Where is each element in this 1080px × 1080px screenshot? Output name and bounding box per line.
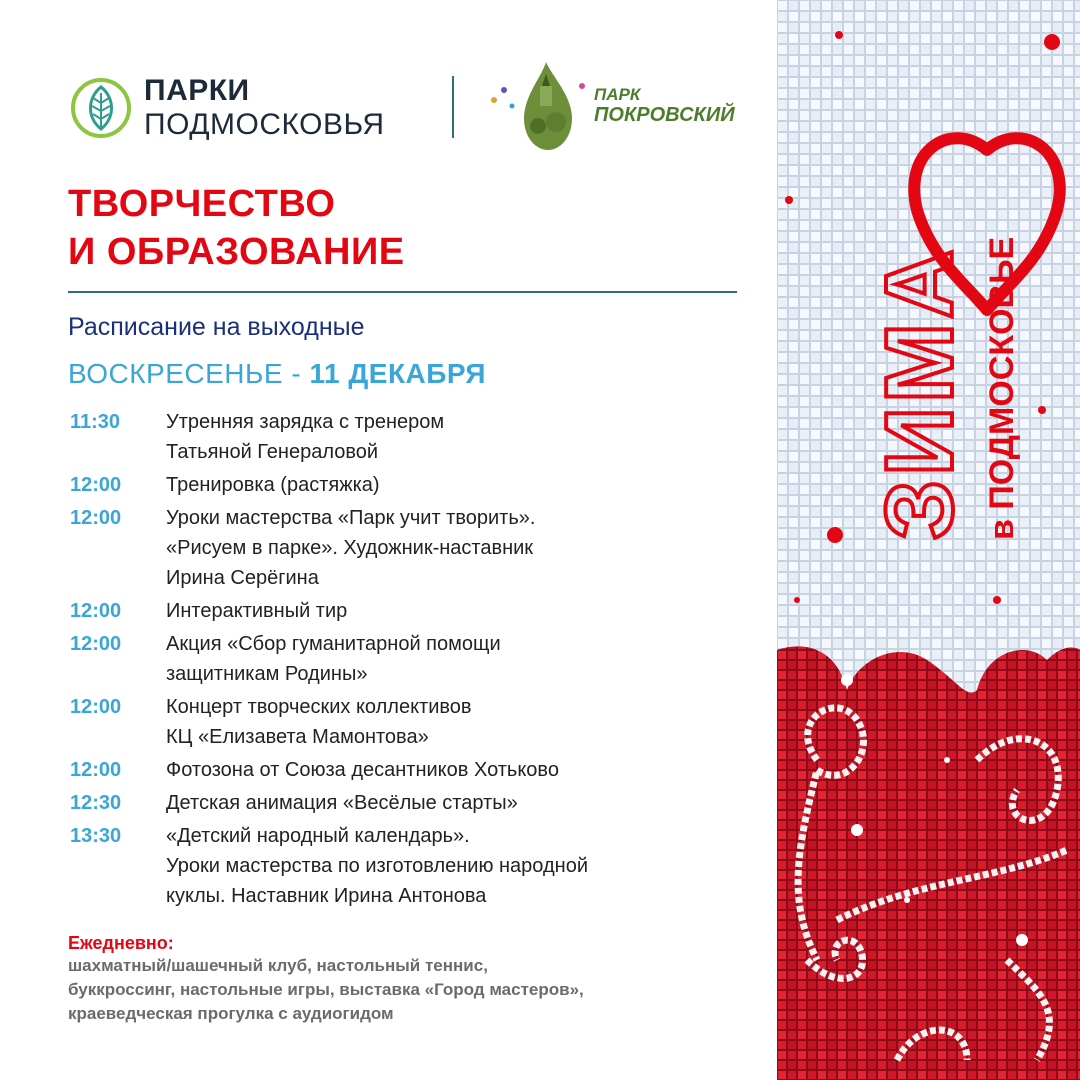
logo-pokrovsky-line2: ПОКРОВСКИЙ bbox=[594, 104, 735, 126]
title-line2: И ОБРАЗОВАНИЕ bbox=[68, 231, 405, 273]
schedule-description-line: «Рисуем в парке». Художник-наставник bbox=[166, 537, 534, 559]
schedule-item bbox=[70, 755, 750, 785]
daily-line: буккроссинг, настольные игры, выставка «Город мастеров», bbox=[68, 980, 584, 999]
schedule-description-line: Акция «Сбор гуманитарной помощи bbox=[166, 633, 501, 655]
schedule-item bbox=[70, 821, 750, 911]
daily-title: Ежедневно: bbox=[68, 933, 174, 953]
logo-parks-line2: ПОДМОСКОВЬЯ bbox=[144, 108, 385, 141]
schedule-item bbox=[70, 596, 750, 626]
page-title bbox=[68, 180, 405, 276]
schedule-item bbox=[70, 407, 750, 467]
schedule-list bbox=[70, 407, 750, 914]
leaf-logo-icon bbox=[70, 77, 132, 139]
logo-pokrovsky-line1: ПАРК bbox=[594, 85, 641, 104]
schedule-time: 12:00 bbox=[70, 474, 122, 496]
schedule-description bbox=[166, 788, 518, 818]
schedule-description-line: «Детский народный календарь». bbox=[166, 825, 470, 847]
schedule-description bbox=[166, 692, 472, 752]
schedule-item bbox=[70, 692, 750, 752]
daily-line: шахматный/шашечный клуб, настольный теннис, bbox=[68, 956, 488, 975]
day-separator: - bbox=[283, 358, 310, 389]
schedule-description bbox=[166, 596, 347, 626]
logo-parks-podmoskovya bbox=[70, 76, 385, 140]
day-date: 11 ДЕКАБРЯ bbox=[309, 358, 487, 389]
schedule-description-line: Фотозона от Союза десантников Хотьково bbox=[166, 759, 559, 781]
banner-title: ЗИМА bbox=[866, 245, 973, 540]
schedule-description-line: Татьяной Генераловой bbox=[166, 441, 379, 463]
schedule-time: 13:30 bbox=[70, 825, 122, 847]
schedule-time: 12:30 bbox=[70, 792, 122, 814]
schedule-time: 12:00 bbox=[70, 600, 122, 622]
day-heading bbox=[68, 358, 486, 390]
schedule-description bbox=[166, 821, 588, 911]
schedule-description-line: Детская анимация «Весёлые старты» bbox=[166, 792, 518, 814]
schedule-description-line: КЦ «Елизавета Мамонтова» bbox=[166, 726, 429, 748]
schedule-description-line: защитникам Родины» bbox=[166, 663, 368, 685]
schedule-description bbox=[166, 629, 501, 689]
schedule-time: 12:00 bbox=[70, 633, 122, 655]
banner-subtitle: в ПОДМОСКОВЬЕ bbox=[983, 236, 1021, 540]
schedule-item bbox=[70, 788, 750, 818]
logo-pokrovsky bbox=[594, 86, 735, 125]
schedule-description-line: Уроки мастерства по изготовлению народной bbox=[166, 855, 588, 877]
schedule-item bbox=[70, 503, 750, 593]
winter-banner bbox=[777, 0, 1080, 1080]
divider bbox=[68, 291, 737, 293]
schedule-time: 11:30 bbox=[70, 411, 121, 433]
schedule-description-line: Тренировка (растяжка) bbox=[166, 474, 380, 496]
schedule-description-line: куклы. Наставник Ирина Антонова bbox=[166, 885, 487, 907]
schedule-description-line: Утренняя зарядка с тренером bbox=[166, 411, 445, 433]
schedule-description bbox=[166, 755, 559, 785]
daily-activities bbox=[68, 932, 748, 1026]
logo-parks-line1: ПАРКИ bbox=[144, 74, 250, 107]
schedule-time: 12:00 bbox=[70, 507, 122, 529]
schedule-item bbox=[70, 629, 750, 689]
schedule-time: 12:00 bbox=[70, 696, 122, 718]
title-line1: ТВОРЧЕСТВО bbox=[68, 183, 336, 225]
schedule-description-line: Уроки мастерства «Парк учит творить». bbox=[166, 507, 536, 529]
schedule-description-line: Интерактивный тир bbox=[166, 600, 348, 622]
schedule-description-line: Ирина Серёгина bbox=[166, 567, 319, 589]
daily-line: краеведческая прогулка с аудиогидом bbox=[68, 1004, 394, 1023]
schedule-item bbox=[70, 470, 750, 500]
schedule-time: 12:00 bbox=[70, 759, 122, 781]
schedule-description bbox=[166, 470, 380, 500]
schedule-description bbox=[166, 503, 535, 593]
day-name: ВОСКРЕСЕНЬЕ bbox=[68, 358, 284, 389]
schedule-description bbox=[166, 407, 444, 467]
schedule-description-line: Концерт творческих коллективов bbox=[166, 696, 472, 718]
logo-divider bbox=[452, 76, 454, 138]
schedule-subtitle: Расписание на выходные bbox=[68, 313, 365, 341]
